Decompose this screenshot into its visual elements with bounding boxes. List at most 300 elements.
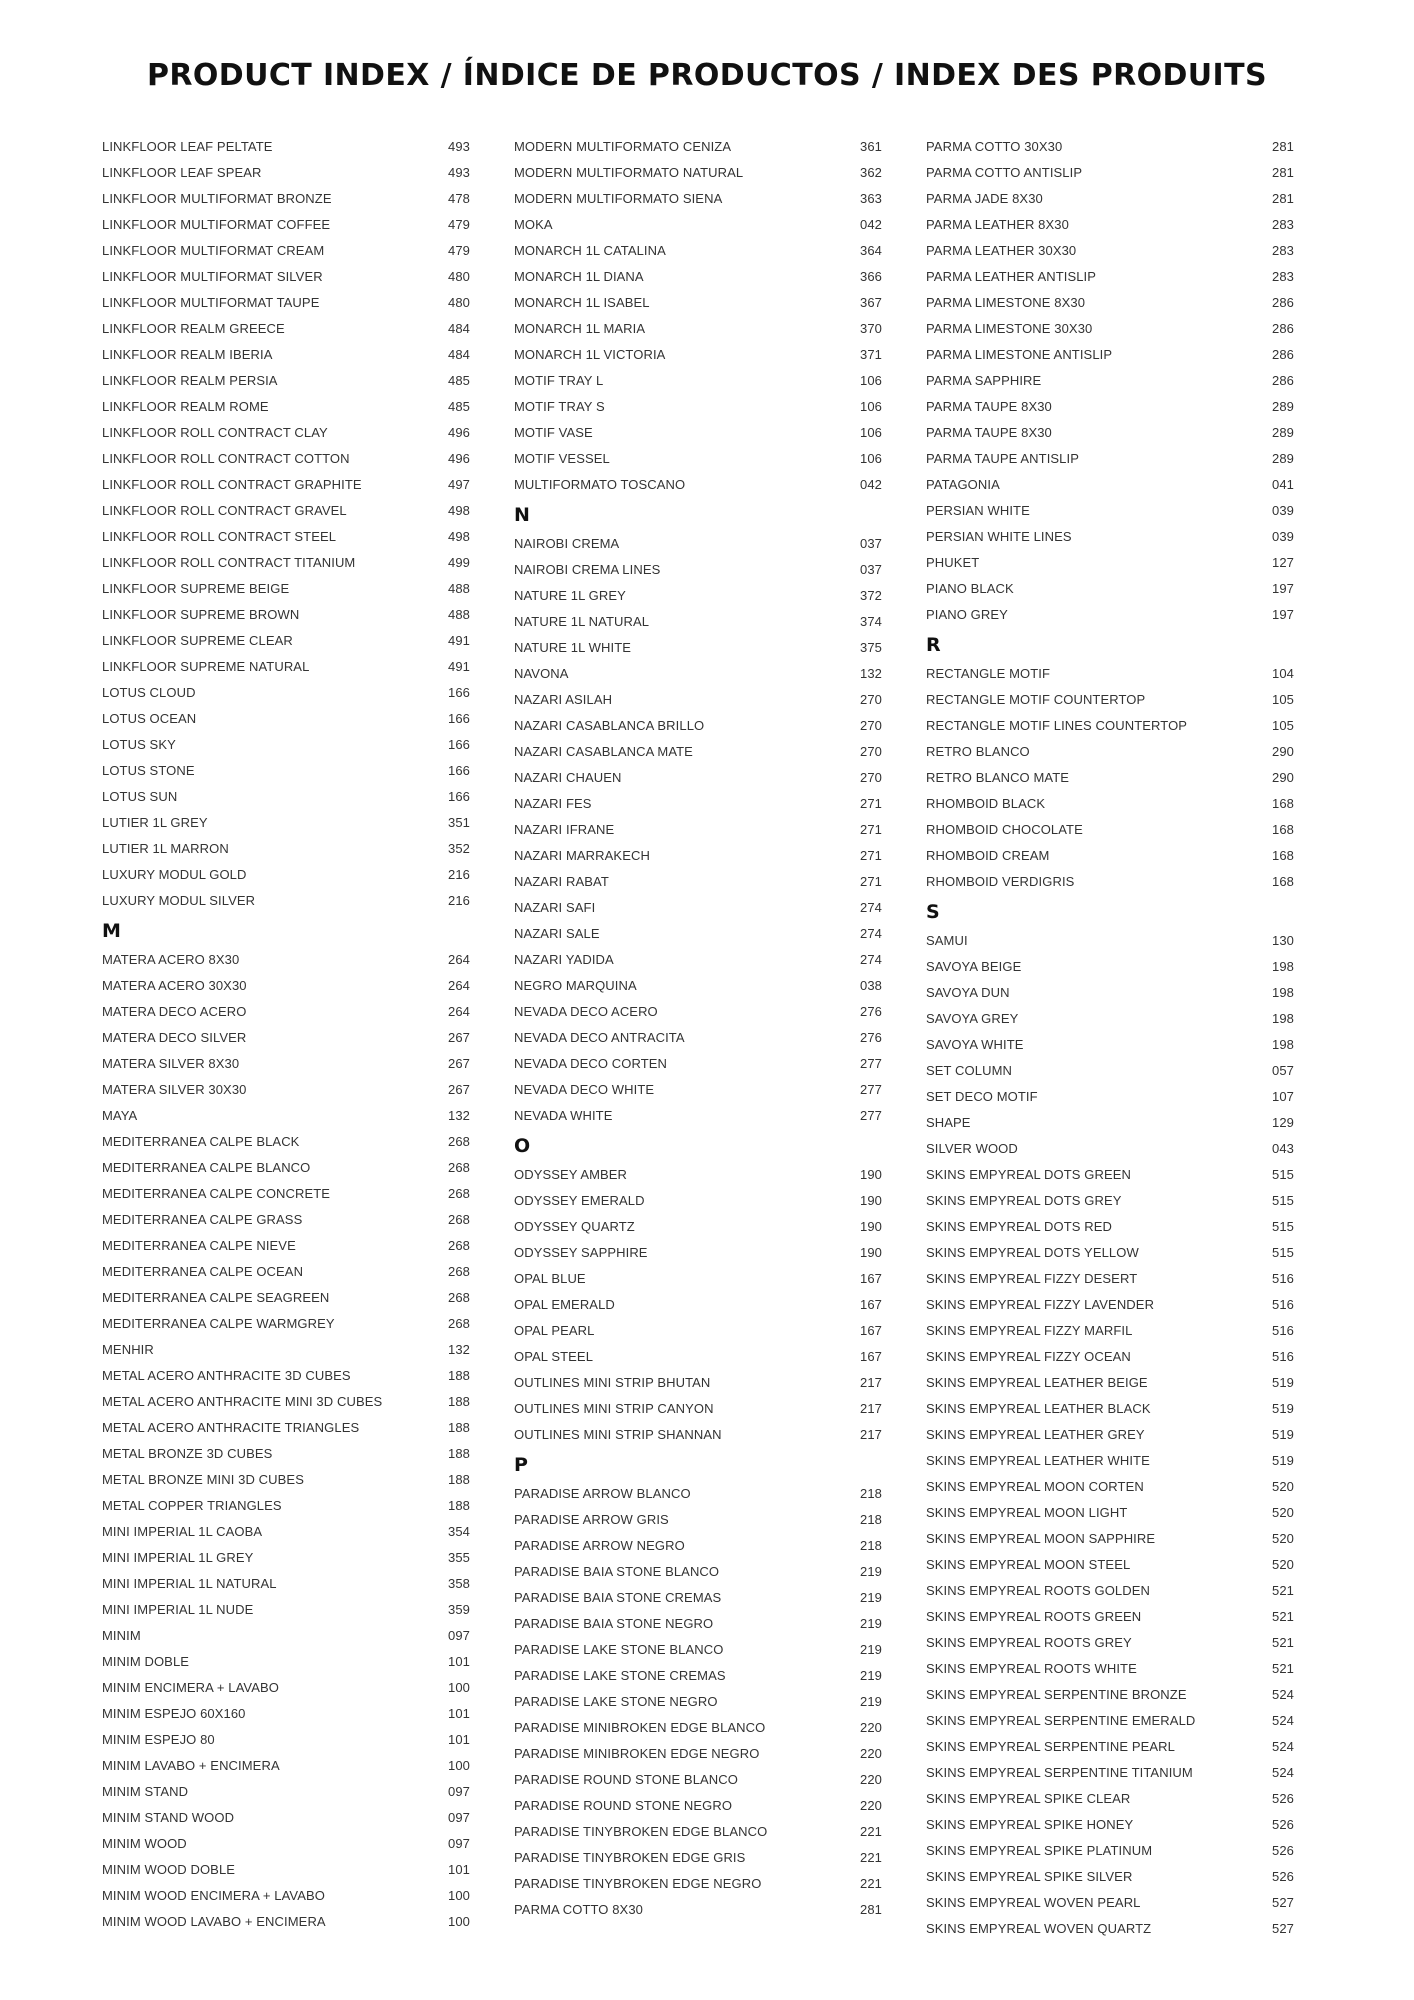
index-entry [514, 894, 882, 920]
page-number: 519 [1272, 1426, 1294, 1442]
product-name: RECTANGLE MOTIF LINES COUNTERTOP [926, 717, 1188, 733]
page-number: 198 [1272, 1036, 1294, 1052]
index-entry [926, 601, 1294, 627]
page-number: 491 [448, 658, 470, 674]
product-name: OPAL PEARL [514, 1322, 595, 1338]
page-number: 478 [448, 190, 470, 206]
page-number: 220 [860, 1719, 882, 1735]
product-name: MONARCH 1L ISABEL [514, 294, 650, 310]
index-entry [514, 1050, 882, 1076]
page-number: 132 [448, 1107, 470, 1123]
index-entry [926, 1681, 1294, 1707]
product-name: MENHIR [102, 1341, 154, 1357]
product-name: LUXURY MODUL SILVER [102, 892, 256, 908]
index-entry [102, 1336, 470, 1362]
index-entry [926, 1421, 1294, 1447]
index-entry [102, 1518, 470, 1544]
index-entry [926, 497, 1294, 523]
product-name: PARADISE TINYBROKEN EDGE BLANCO [514, 1823, 768, 1839]
index-entry [926, 419, 1294, 445]
index-entry [926, 575, 1294, 601]
product-name: SAVOYA BEIGE [926, 958, 1022, 974]
page-number: 264 [448, 1003, 470, 1019]
product-name: LINKFLOOR ROLL CONTRACT GRAVEL [102, 502, 347, 518]
index-entry [102, 1908, 470, 1934]
page-number: 286 [1272, 346, 1294, 362]
page-number: 362 [860, 164, 882, 180]
index-entry [926, 211, 1294, 237]
page-number: 097 [448, 1627, 470, 1643]
page-number: 218 [860, 1485, 882, 1501]
product-name: LINKFLOOR REALM IBERIA [102, 346, 273, 362]
index-entry [926, 1083, 1294, 1109]
product-name: NEVADA DECO ANTRACITA [514, 1029, 685, 1045]
page-number: 097 [448, 1809, 470, 1825]
product-name: LINKFLOOR LEAF SPEAR [102, 164, 262, 180]
product-name: PARADISE ARROW GRIS [514, 1511, 669, 1527]
product-name: NATURE 1L GREY [514, 587, 626, 603]
page-number: 268 [448, 1289, 470, 1305]
product-name: PARADISE ROUND STONE BLANCO [514, 1771, 738, 1787]
page-number: 499 [448, 554, 470, 570]
product-name: SKINS EMPYREAL WOVEN QUARTZ [926, 1920, 1152, 1936]
index-entry [102, 679, 470, 705]
page-number: 286 [1272, 372, 1294, 388]
product-name: PARMA JADE 8X30 [926, 190, 1043, 206]
product-name: MATERA ACERO 8X30 [102, 951, 240, 967]
product-name: METAL ACERO ANTHRACITE TRIANGLES [102, 1419, 360, 1435]
page-number: 516 [1272, 1296, 1294, 1312]
product-name: LUXURY MODUL GOLD [102, 866, 247, 882]
product-name: ODYSSEY EMERALD [514, 1192, 645, 1208]
index-entry [514, 920, 882, 946]
index-entry [102, 289, 470, 315]
index-entry [514, 1636, 882, 1662]
index-entry [102, 1258, 470, 1284]
product-name: LINKFLOOR REALM PERSIA [102, 372, 278, 388]
product-name: MEDITERRANEA CALPE OCEAN [102, 1263, 304, 1279]
index-entry [102, 998, 470, 1024]
page-number: 217 [860, 1426, 882, 1442]
product-name: SKINS EMPYREAL SPIKE SILVER [926, 1868, 1133, 1884]
page-number: 101 [448, 1705, 470, 1721]
index-entry [514, 1187, 882, 1213]
product-name: SKINS EMPYREAL FIZZY OCEAN [926, 1348, 1131, 1364]
page-number: 190 [860, 1244, 882, 1260]
product-name: LINKFLOOR ROLL CONTRACT TITANIUM [102, 554, 356, 570]
index-entry [102, 133, 470, 159]
product-name: SKINS EMPYREAL MOON LIGHT [926, 1504, 1128, 1520]
product-name: NAIROBI CREMA LINES [514, 561, 661, 577]
product-name: SET COLUMN [926, 1062, 1012, 1078]
index-entry [926, 790, 1294, 816]
index-entry [514, 738, 882, 764]
product-name: LINKFLOOR ROLL CONTRACT GRAPHITE [102, 476, 362, 492]
page-number: 167 [860, 1348, 882, 1364]
product-name: MEDITERRANEA CALPE BLANCO [102, 1159, 311, 1175]
product-name: SKINS EMPYREAL SPIKE PLATINUM [926, 1842, 1153, 1858]
page-number: 271 [860, 847, 882, 863]
index-entry [514, 530, 882, 556]
product-name: RECTANGLE MOTIF COUNTERTOP [926, 691, 1146, 707]
product-name: NAZARI RABAT [514, 873, 609, 889]
product-name: MEDITERRANEA CALPE CONCRETE [102, 1185, 331, 1201]
product-name: PHUKET [926, 554, 980, 570]
product-name: OUTLINES MINI STRIP SHANNAN [514, 1426, 722, 1442]
product-name: PARMA SAPPHIRE [926, 372, 1042, 388]
index-entry [926, 1785, 1294, 1811]
index-entry [102, 1856, 470, 1882]
product-name: LINKFLOOR SUPREME BROWN [102, 606, 300, 622]
product-name: SKINS EMPYREAL SPIKE HONEY [926, 1816, 1134, 1832]
index-entry [102, 549, 470, 575]
product-name: SKINS EMPYREAL ROOTS GREY [926, 1634, 1132, 1650]
product-name: PARADISE MINIBROKEN EDGE NEGRO [514, 1745, 760, 1761]
index-entry [514, 1239, 882, 1265]
index-entry [926, 1577, 1294, 1603]
product-name: RECTANGLE MOTIF [926, 665, 1051, 681]
page-number: 521 [1272, 1634, 1294, 1650]
product-name: NATURE 1L NATURAL [514, 613, 650, 629]
index-entry [926, 868, 1294, 894]
product-name: MINIM [102, 1627, 141, 1643]
product-name: MINIM ESPEJO 60X160 [102, 1705, 246, 1721]
index-entry [102, 1544, 470, 1570]
page-number: 274 [860, 951, 882, 967]
product-name: RETRO BLANCO [926, 743, 1030, 759]
page-number: 516 [1272, 1270, 1294, 1286]
index-entry [926, 738, 1294, 764]
index-entry [514, 237, 882, 263]
page-number: 166 [448, 762, 470, 778]
page-number: 168 [1272, 795, 1294, 811]
page-number: 358 [448, 1575, 470, 1591]
page-number: 496 [448, 450, 470, 466]
index-entry [926, 1863, 1294, 1889]
page-number: 493 [448, 164, 470, 180]
index-entry [102, 1310, 470, 1336]
page-number: 219 [860, 1563, 882, 1579]
index-entry [514, 211, 882, 237]
page-number: 375 [860, 639, 882, 655]
product-name: NAZARI CASABLANCA MATE [514, 743, 693, 759]
product-name: NEVADA DECO ACERO [514, 1003, 658, 1019]
product-name: SAVOYA GREY [926, 1010, 1019, 1026]
product-name: OUTLINES MINI STRIP CANYON [514, 1400, 714, 1416]
index-entry [514, 1818, 882, 1844]
index-entry [926, 133, 1294, 159]
index-entry [102, 263, 470, 289]
product-name: LINKFLOOR ROLL CONTRACT COTTON [102, 450, 350, 466]
page-number: 220 [860, 1745, 882, 1761]
product-name: MOKA [514, 216, 553, 232]
index-entry [514, 1480, 882, 1506]
page-number: 101 [448, 1861, 470, 1877]
product-name: LOTUS STONE [102, 762, 195, 778]
index-entry [514, 1558, 882, 1584]
product-name: LINKFLOOR REALM GREECE [102, 320, 285, 336]
index-entry [926, 927, 1294, 953]
page-number: 188 [448, 1419, 470, 1435]
index-entry [102, 471, 470, 497]
product-name: NAZARI ASILAH [514, 691, 613, 707]
page-number: 363 [860, 190, 882, 206]
product-name: PARMA COTTO 30X30 [926, 138, 1063, 154]
product-name: MEDITERRANEA CALPE SEAGREEN [102, 1289, 330, 1305]
index-entry [102, 1284, 470, 1310]
product-name: PARADISE ROUND STONE NEGRO [514, 1797, 733, 1813]
page-number: 515 [1272, 1192, 1294, 1208]
index-entry [926, 1161, 1294, 1187]
index-entry [102, 1232, 470, 1258]
index-entry [514, 1532, 882, 1558]
product-name: NAZARI SAFI [514, 899, 596, 915]
index-entry [102, 1180, 470, 1206]
product-name: MATERA SILVER 8X30 [102, 1055, 240, 1071]
index-entry [926, 289, 1294, 315]
index-entry [926, 471, 1294, 497]
product-name: MATERA ACERO 30X30 [102, 977, 247, 993]
index-entry [926, 549, 1294, 575]
page-number: 497 [448, 476, 470, 492]
page-number: 106 [860, 372, 882, 388]
index-entry [514, 1896, 882, 1922]
page-number: 355 [448, 1549, 470, 1565]
page-number: 041 [1272, 476, 1294, 492]
page-number: 271 [860, 873, 882, 889]
page-number: 286 [1272, 294, 1294, 310]
page-number: 168 [1272, 847, 1294, 863]
page-number: 498 [448, 502, 470, 518]
product-name: SKINS EMPYREAL LEATHER BLACK [926, 1400, 1151, 1416]
page-number: 267 [448, 1029, 470, 1045]
product-name: MODERN MULTIFORMATO NATURAL [514, 164, 744, 180]
page-number: 520 [1272, 1504, 1294, 1520]
index-entry [514, 842, 882, 868]
page-number: 276 [860, 1029, 882, 1045]
page-number: 277 [860, 1081, 882, 1097]
index-entry [102, 1596, 470, 1622]
product-name: PARMA COTTO ANTISLIP [926, 164, 1083, 180]
index-entry [926, 1551, 1294, 1577]
page-number: 264 [448, 977, 470, 993]
product-name: SHAPE [926, 1114, 971, 1130]
index-entry [926, 660, 1294, 686]
page-number: 270 [860, 691, 882, 707]
page-number: 274 [860, 899, 882, 915]
index-entry [926, 1499, 1294, 1525]
page-number: 367 [860, 294, 882, 310]
index-entry [514, 1161, 882, 1187]
product-name: MODERN MULTIFORMATO SIENA [514, 190, 723, 206]
index-entry [514, 1844, 882, 1870]
page-number: 190 [860, 1218, 882, 1234]
index-entry [926, 1369, 1294, 1395]
index-entry [926, 1291, 1294, 1317]
product-name: SKINS EMPYREAL ROOTS GOLDEN [926, 1582, 1150, 1598]
page-number: 219 [860, 1641, 882, 1657]
product-name: MINI IMPERIAL 1L CAOBA [102, 1523, 263, 1539]
index-entry [926, 523, 1294, 549]
index-entry [514, 868, 882, 894]
product-name: SKINS EMPYREAL FIZZY LAVENDER [926, 1296, 1155, 1312]
page-number: 100 [448, 1913, 470, 1929]
index-entry [514, 712, 882, 738]
product-name: MINI IMPERIAL 1L GREY [102, 1549, 254, 1565]
index-entry [514, 263, 882, 289]
index-entry [926, 445, 1294, 471]
product-name: MEDITERRANEA CALPE NIEVE [102, 1237, 296, 1253]
page-number: 216 [448, 892, 470, 908]
index-entry [926, 1135, 1294, 1161]
page-number: 221 [860, 1849, 882, 1865]
index-entry [102, 211, 470, 237]
index-entry [926, 1031, 1294, 1057]
page-number: 354 [448, 1523, 470, 1539]
product-name: LINKFLOOR MULTIFORMAT CREAM [102, 242, 325, 258]
index-entry [102, 367, 470, 393]
product-name: PIANO BLACK [926, 580, 1014, 596]
product-name: PARADISE TINYBROKEN EDGE GRIS [514, 1849, 746, 1865]
index-entry [102, 237, 470, 263]
index-entry [926, 1811, 1294, 1837]
product-name: PARMA TAUPE ANTISLIP [926, 450, 1079, 466]
index-entry [514, 289, 882, 315]
index-entry [102, 497, 470, 523]
page-number: 479 [448, 216, 470, 232]
index-entry [102, 653, 470, 679]
section-letter-r: R [926, 634, 941, 656]
index-entry [102, 159, 470, 185]
page-number: 480 [448, 294, 470, 310]
product-name: OPAL STEEL [514, 1348, 594, 1364]
product-name: PARADISE ARROW BLANCO [514, 1485, 691, 1501]
index-entry [514, 1584, 882, 1610]
index-entry [102, 1622, 470, 1648]
page-number: 516 [1272, 1322, 1294, 1338]
page-number: 271 [860, 795, 882, 811]
page-number: 220 [860, 1797, 882, 1813]
index-entry [102, 627, 470, 653]
page-number: 038 [860, 977, 882, 993]
page-number: 493 [448, 138, 470, 154]
index-entry [926, 1655, 1294, 1681]
product-name: LOTUS SUN [102, 788, 178, 804]
page-number: 277 [860, 1107, 882, 1123]
product-name: MINIM ESPEJO 80 [102, 1731, 215, 1747]
index-entry [926, 1395, 1294, 1421]
section-letter-m: M [102, 920, 121, 942]
product-name: SKINS EMPYREAL LEATHER BEIGE [926, 1374, 1148, 1390]
page-number: 220 [860, 1771, 882, 1787]
product-name: MULTIFORMATO TOSCANO [514, 476, 686, 492]
product-name: PARADISE LAKE STONE BLANCO [514, 1641, 724, 1657]
index-entry [514, 1369, 882, 1395]
product-name: LINKFLOOR MULTIFORMAT SILVER [102, 268, 323, 284]
page-number: 484 [448, 346, 470, 362]
product-name: SKINS EMPYREAL SERPENTINE PEARL [926, 1738, 1175, 1754]
page-number: 283 [1272, 268, 1294, 284]
page-number: 283 [1272, 216, 1294, 232]
index-entry [102, 705, 470, 731]
page-number: 106 [860, 450, 882, 466]
page-number: 521 [1272, 1660, 1294, 1676]
product-name: SAVOYA WHITE [926, 1036, 1024, 1052]
index-entry [514, 1343, 882, 1369]
product-name: PARADISE MINIBROKEN EDGE BLANCO [514, 1719, 766, 1735]
page-number: 283 [1272, 242, 1294, 258]
product-name: PARMA TAUPE 8X30 [926, 424, 1052, 440]
index-entry [926, 1889, 1294, 1915]
page-number: 268 [448, 1185, 470, 1201]
index-entry [514, 1740, 882, 1766]
page-number: 366 [860, 268, 882, 284]
page-number: 281 [1272, 190, 1294, 206]
product-name: NAZARI CASABLANCA BRILLO [514, 717, 705, 733]
index-entry [102, 1752, 470, 1778]
page-number: 520 [1272, 1556, 1294, 1572]
product-name: MINIM LAVABO + ENCIMERA [102, 1757, 280, 1773]
page-number: 218 [860, 1537, 882, 1553]
page-number: 105 [1272, 717, 1294, 733]
index-entry [514, 582, 882, 608]
product-name: RHOMBOID VERDIGRIS [926, 873, 1075, 889]
page-number: 105 [1272, 691, 1294, 707]
product-name: MEDITERRANEA CALPE WARMGREY [102, 1315, 335, 1331]
product-name: PERSIAN WHITE [926, 502, 1030, 518]
page-number: 351 [448, 814, 470, 830]
product-name: LINKFLOOR MULTIFORMAT COFFEE [102, 216, 331, 232]
product-name: MEDITERRANEA CALPE GRASS [102, 1211, 303, 1227]
product-name: LINKFLOOR ROLL CONTRACT STEEL [102, 528, 337, 544]
index-entry [514, 1766, 882, 1792]
index-entry [102, 835, 470, 861]
product-name: PARMA TAUPE 8X30 [926, 398, 1052, 414]
index-entry [102, 1154, 470, 1180]
product-name: SAVOYA DUN [926, 984, 1010, 1000]
page-number: 106 [860, 398, 882, 414]
product-name: PARADISE TINYBROKEN EDGE NEGRO [514, 1875, 762, 1891]
index-entry [926, 842, 1294, 868]
page-number: 281 [1272, 164, 1294, 180]
product-name: SKINS EMPYREAL LEATHER GREY [926, 1426, 1145, 1442]
index-entry [514, 445, 882, 471]
product-name: RHOMBOID CREAM [926, 847, 1050, 863]
index-entry [102, 887, 470, 913]
product-name: ODYSSEY QUARTZ [514, 1218, 635, 1234]
index-entry [514, 159, 882, 185]
product-name: LUTIER 1L MARRON [102, 840, 229, 856]
index-entry [102, 972, 470, 998]
product-name: PARADISE BAIA STONE BLANCO [514, 1563, 720, 1579]
page-number: 290 [1272, 769, 1294, 785]
page-number: 188 [448, 1367, 470, 1383]
page-number: 485 [448, 398, 470, 414]
page-number: 485 [448, 372, 470, 388]
index-entry [514, 946, 882, 972]
index-entry [514, 1792, 882, 1818]
index-entry [514, 1213, 882, 1239]
index-entry [514, 816, 882, 842]
page-number: 281 [1272, 138, 1294, 154]
index-entry [926, 1733, 1294, 1759]
page-number: 188 [448, 1471, 470, 1487]
product-name: METAL ACERO ANTHRACITE 3D CUBES [102, 1367, 351, 1383]
product-name: NAZARI IFRANE [514, 821, 615, 837]
product-name: MINIM STAND [102, 1783, 189, 1799]
product-name: LINKFLOOR MULTIFORMAT TAUPE [102, 294, 320, 310]
page-number: 270 [860, 717, 882, 733]
